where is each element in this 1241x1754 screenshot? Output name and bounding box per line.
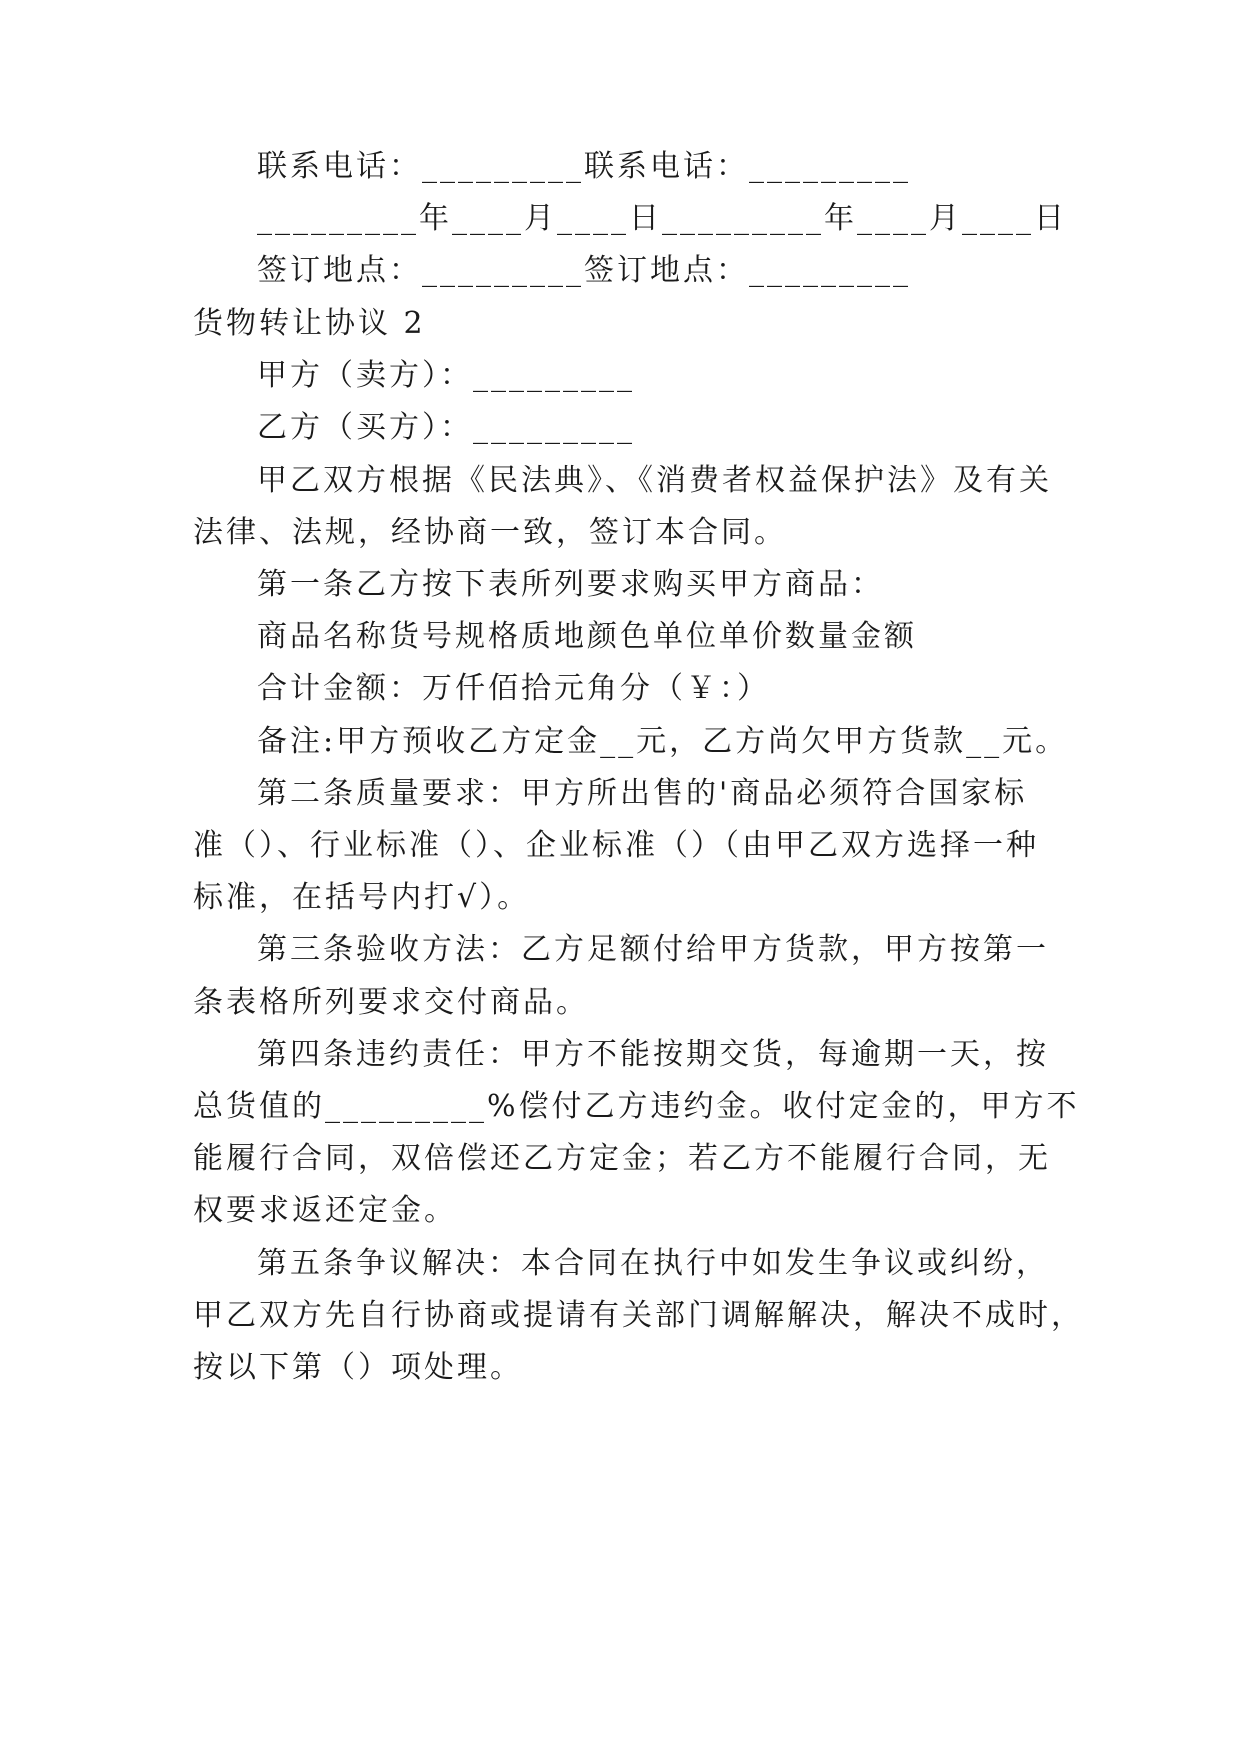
article5-line-1: 第五条争议解决：本合同在执行中如发生争议或纠纷，: [257, 1246, 1049, 1281]
article4-line-2: 总货值的_________%偿付乙方违约金。收付定金的，甲方不: [193, 1089, 1080, 1124]
table-header-line: 商品名称货号规格质地颜色单位单价数量金额: [257, 619, 917, 654]
place-line: 签订地点：_________签订地点：_________: [257, 253, 911, 288]
article5-line-2: 甲乙双方先自行协商或提请有关部门调解解决，解决不成时，: [193, 1298, 1084, 1333]
party-b-line: 乙方（买方）：_________: [257, 410, 635, 445]
article4-line-3: 能履行合同，双倍偿还乙方定金；若乙方不能履行合同，无: [193, 1141, 1051, 1176]
article2-line-3: 标准，在括号内打√）。: [193, 880, 531, 915]
article2-line-1: 第二条质量要求：甲方所出售的'商品必须符合国家标: [257, 776, 1028, 811]
party-a-line: 甲方（卖方）：_________: [257, 358, 635, 393]
article3-line-1: 第三条验收方法：乙方足额付给甲方货款，甲方按第一: [257, 932, 1049, 967]
section-title: 货物转让协议 2: [193, 306, 426, 341]
article5-line-3: 按以下第（）项处理。: [193, 1350, 523, 1385]
phone-line: 联系电话：_________联系电话：_________: [257, 149, 911, 184]
date-line: _________年____月____日_________年____月____日: [257, 201, 1067, 236]
preamble-line-2: 法律、法规，经协商一致，签订本合同。: [193, 515, 787, 550]
article1-line: 第一条乙方按下表所列要求购买甲方商品：: [257, 567, 884, 602]
article4-line-4: 权要求返还定金。: [193, 1193, 457, 1228]
article3-line-2: 条表格所列要求交付商品。: [193, 985, 589, 1020]
total-amount-line: 合计金额：万仟佰拾元角分（￥：）: [257, 671, 770, 706]
article4-line-1: 第四条违约责任：甲方不能按期交货，每逾期一天，按: [257, 1037, 1049, 1072]
remark-line: 备注:甲方预收乙方定金__元，乙方尚欠甲方货款__元。: [257, 724, 1069, 759]
article2-line-2: 准（）、行业标准（）、企业标准（）（由甲乙双方选择一种: [193, 828, 1039, 863]
preamble-line-1: 甲乙双方根据《民法典》、《消费者权益保护法》及有关: [257, 463, 1052, 498]
